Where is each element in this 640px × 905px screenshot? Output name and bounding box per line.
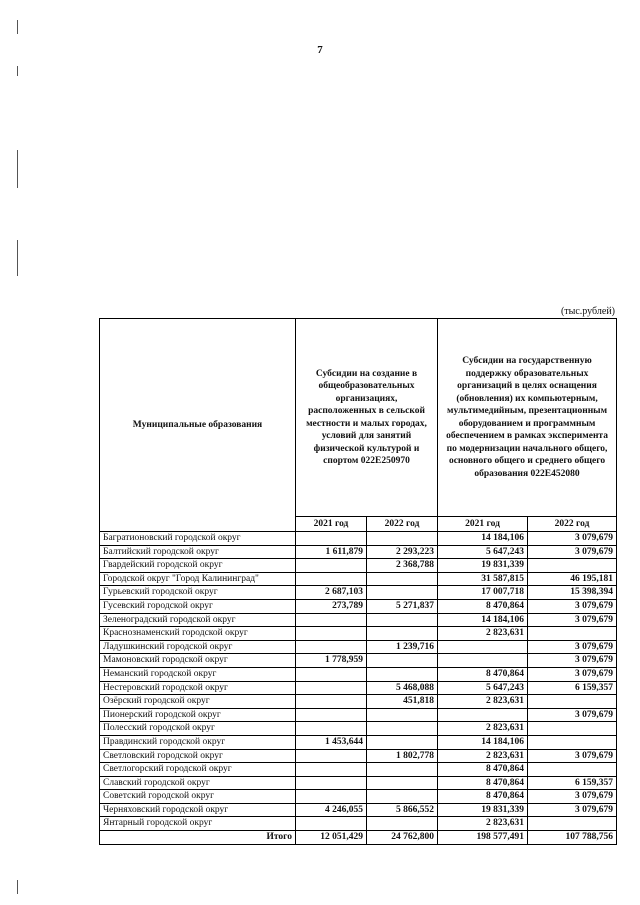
value-cell-g2-2021: 2 823,631: [438, 817, 528, 831]
year-header: 2021 год: [296, 517, 367, 532]
municipality-name: Городской округ "Город Калининград": [100, 572, 296, 586]
value-cell-g1-2021: [296, 722, 367, 736]
value-cell-g1-2022: 2 368,788: [367, 559, 438, 573]
value-cell-g1-2021: [296, 667, 367, 681]
value-cell-g1-2022: [367, 790, 438, 804]
value-cell-g1-2021: [296, 695, 367, 709]
table-row: [100, 817, 617, 831]
value-cell-g2-2021: 14 184,106: [438, 735, 528, 749]
value-cell-g1-2021: [296, 613, 367, 627]
municipality-name: Багратионовский городской округ: [100, 532, 296, 546]
municipality-name: Мамоновский городской округ: [100, 654, 296, 668]
value-cell-g1-2022: [367, 654, 438, 668]
municipality-name: Янтарный городской округ: [100, 817, 296, 831]
municipality-name: Озёрский городской округ: [100, 695, 296, 709]
municipality-name: Зеленоградский городской округ: [100, 613, 296, 627]
value-cell-g2-2022: 3 079,679: [528, 803, 617, 817]
page-number: 7: [317, 44, 323, 56]
value-cell-g1-2021: 2 687,103: [296, 586, 367, 600]
value-cell-g1-2021: [296, 532, 367, 546]
municipality-name: Балтийский городской округ: [100, 545, 296, 559]
municipality-name: Краснознаменский городской округ: [100, 627, 296, 641]
total-value-g1-2021: 12 051,429: [296, 831, 367, 845]
value-cell-g2-2022: [528, 735, 617, 749]
value-cell-g1-2021: [296, 627, 367, 641]
value-cell-g2-2021: 19 831,339: [438, 803, 528, 817]
value-cell-g2-2021: 14 184,106: [438, 613, 528, 627]
table-row: [100, 532, 617, 546]
units-label: (тыс.рублей): [560, 306, 615, 317]
municipality-name: Светлогорский городской округ: [100, 763, 296, 777]
table-row: [100, 667, 617, 681]
municipality-name: Гвардейский городской округ: [100, 559, 296, 573]
value-cell-g1-2022: [367, 627, 438, 641]
value-cell-g2-2021: [438, 654, 528, 668]
value-cell-g1-2021: 4 246,055: [296, 803, 367, 817]
value-cell-g1-2022: [367, 532, 438, 546]
value-cell-g2-2022: 3 079,679: [528, 667, 617, 681]
year-header: 2021 год: [438, 517, 528, 532]
total-row: [100, 831, 617, 845]
value-cell-g1-2021: [296, 681, 367, 695]
municipality-name: Нестеровский городской округ: [100, 681, 296, 695]
value-cell-g2-2022: [528, 817, 617, 831]
value-cell-g1-2022: [367, 572, 438, 586]
municipality-name: Черняховский городской округ: [100, 803, 296, 817]
municipality-name: Неманский городской округ: [100, 667, 296, 681]
value-cell-g2-2021: [438, 708, 528, 722]
value-cell-g2-2022: 3 079,679: [528, 599, 617, 613]
value-cell-g1-2021: [296, 749, 367, 763]
value-cell-g2-2022: 3 079,679: [528, 749, 617, 763]
table-row: [100, 599, 617, 613]
table-row: [100, 559, 617, 573]
value-cell-g2-2022: 3 079,679: [528, 545, 617, 559]
table-row: [100, 749, 617, 763]
value-cell-g1-2022: [367, 817, 438, 831]
table-row: [100, 613, 617, 627]
table-row: [100, 722, 617, 736]
value-cell-g2-2021: 2 823,631: [438, 722, 528, 736]
table-row: [100, 776, 617, 790]
value-cell-g2-2021: 8 470,864: [438, 776, 528, 790]
value-cell-g2-2021: 8 470,864: [438, 763, 528, 777]
value-cell-g2-2022: 46 195,181: [528, 572, 617, 586]
table-row: [100, 654, 617, 668]
value-cell-g1-2021: 1 778,959: [296, 654, 367, 668]
value-cell-g1-2022: 5 271,837: [367, 599, 438, 613]
municipality-header: Муниципальные образования: [100, 319, 296, 532]
year-header: 2022 год: [367, 517, 438, 532]
value-cell-g2-2021: 17 007,718: [438, 586, 528, 600]
margin-mark: [17, 240, 18, 276]
municipality-name: Гусевский городской округ: [100, 599, 296, 613]
value-cell-g2-2022: [528, 722, 617, 736]
municipality-name: Славский городской округ: [100, 776, 296, 790]
value-cell-g2-2022: 3 079,679: [528, 654, 617, 668]
value-cell-g1-2022: 5 468,088: [367, 681, 438, 695]
table-row: [100, 586, 617, 600]
value-cell-g2-2022: [528, 559, 617, 573]
value-cell-g2-2022: 3 079,679: [528, 790, 617, 804]
value-cell-g2-2021: 2 823,631: [438, 695, 528, 709]
table-row: [100, 695, 617, 709]
table-row: [100, 708, 617, 722]
value-cell-g2-2021: 5 647,243: [438, 545, 528, 559]
value-cell-g1-2022: 2 293,223: [367, 545, 438, 559]
total-value-g2-2022: 107 788,756: [528, 831, 617, 845]
value-cell-g1-2022: [367, 613, 438, 627]
table-row: [100, 545, 617, 559]
value-cell-g1-2022: 1 239,716: [367, 640, 438, 654]
table-row: [100, 627, 617, 641]
value-cell-g1-2021: [296, 790, 367, 804]
table-row: [100, 763, 617, 777]
year-header: 2022 год: [528, 517, 617, 532]
table-row: [100, 735, 617, 749]
municipality-name: Гурьевский городской округ: [100, 586, 296, 600]
value-cell-g2-2021: 8 470,864: [438, 667, 528, 681]
value-cell-g2-2022: 3 079,679: [528, 532, 617, 546]
value-cell-g1-2022: [367, 722, 438, 736]
value-cell-g1-2021: 1 611,879: [296, 545, 367, 559]
value-cell-g2-2022: 15 398,394: [528, 586, 617, 600]
value-cell-g2-2022: 6 159,357: [528, 776, 617, 790]
municipality-name: Ладушкинский городской округ: [100, 640, 296, 654]
value-cell-g1-2022: 5 866,552: [367, 803, 438, 817]
margin-mark: [17, 20, 18, 34]
table-row: [100, 640, 617, 654]
value-cell-g2-2022: 3 079,679: [528, 708, 617, 722]
value-cell-g1-2021: [296, 640, 367, 654]
table-row: [100, 572, 617, 586]
table-row: [100, 803, 617, 817]
value-cell-g1-2022: [367, 776, 438, 790]
value-cell-g2-2021: [438, 640, 528, 654]
municipality-name: Полесский городской округ: [100, 722, 296, 736]
value-cell-g1-2021: [296, 559, 367, 573]
value-cell-g2-2021: 31 587,815: [438, 572, 528, 586]
total-label: Итого: [100, 831, 296, 845]
value-cell-g1-2022: [367, 586, 438, 600]
total-value-g2-2021: 198 577,491: [438, 831, 528, 845]
table-row: [100, 681, 617, 695]
value-cell-g1-2022: [367, 708, 438, 722]
municipality-name: Пионерский городской округ: [100, 708, 296, 722]
value-cell-g2-2021: 2 823,631: [438, 627, 528, 641]
value-cell-g1-2022: [367, 735, 438, 749]
value-cell-g2-2021: 19 831,339: [438, 559, 528, 573]
table-row: [100, 790, 617, 804]
value-cell-g2-2021: 14 184,106: [438, 532, 528, 546]
municipality-name: Правдинский городской округ: [100, 735, 296, 749]
value-cell-g2-2021: 8 470,864: [438, 599, 528, 613]
value-cell-g1-2022: [367, 667, 438, 681]
margin-mark: [17, 880, 18, 894]
value-cell-g2-2021: 5 647,243: [438, 681, 528, 695]
subsidies-table: [99, 318, 617, 845]
value-cell-g2-2022: 3 079,679: [528, 640, 617, 654]
group2-header: Субсидии на государственную поддержку образовательных организаций в целях оснащения (обновления) их компьютерным, мультимедийным, презентационным оборудованием и программным обеспечением в рамках эксперимента по модернизации начального общего, основного общего и среднего общего образования 022E452080: [438, 319, 617, 517]
value-cell-g2-2022: 3 079,679: [528, 613, 617, 627]
value-cell-g2-2022: [528, 695, 617, 709]
value-cell-g1-2021: 273,789: [296, 599, 367, 613]
group1-header: Субсидии на создание в общеобразовательных организациях, расположенных в сельской местности и малых городах, условий для занятий физической культурой и спортом 022E250970: [296, 319, 438, 517]
value-cell-g2-2022: [528, 763, 617, 777]
value-cell-g2-2021: 8 470,864: [438, 790, 528, 804]
value-cell-g1-2021: 1 453,644: [296, 735, 367, 749]
value-cell-g1-2022: [367, 763, 438, 777]
value-cell-g1-2022: 451,818: [367, 695, 438, 709]
margin-mark: [17, 66, 18, 76]
value-cell-g1-2021: [296, 763, 367, 777]
value-cell-g2-2021: 2 823,631: [438, 749, 528, 763]
value-cell-g1-2021: [296, 817, 367, 831]
total-value-g1-2022: 24 762,800: [367, 831, 438, 845]
municipality-name: Светловский городской округ: [100, 749, 296, 763]
value-cell-g1-2021: [296, 776, 367, 790]
value-cell-g1-2022: 1 802,778: [367, 749, 438, 763]
value-cell-g1-2021: [296, 572, 367, 586]
value-cell-g2-2022: 6 159,357: [528, 681, 617, 695]
value-cell-g2-2022: [528, 627, 617, 641]
municipality-name: Советский городской округ: [100, 790, 296, 804]
margin-mark: [17, 150, 18, 188]
value-cell-g1-2021: [296, 708, 367, 722]
